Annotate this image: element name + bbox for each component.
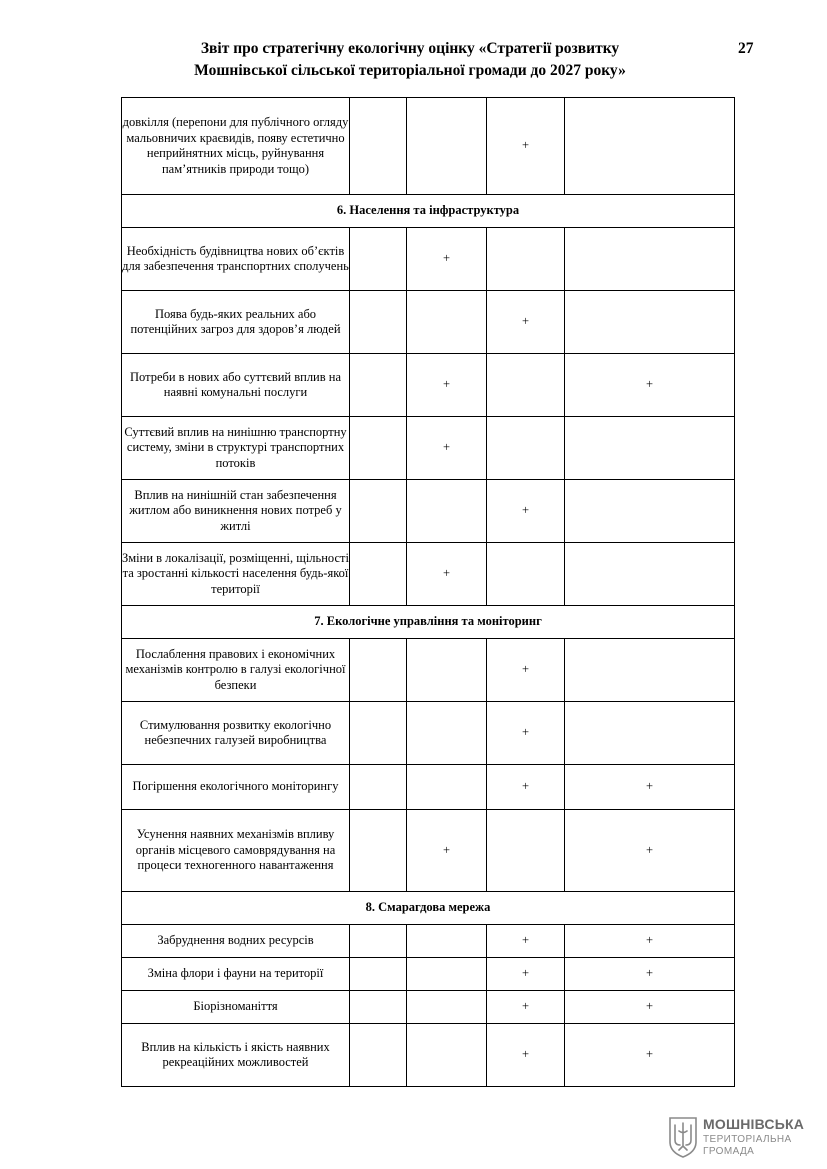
impact-description: Суттєвий вплив на нинішню транспортну систему, зміни в структурі транспортних потоків [122, 417, 350, 480]
assessment-mark-col-3 [487, 543, 565, 606]
assessment-mark-col-2: + [407, 417, 487, 480]
assessment-mark-col-2 [407, 639, 487, 702]
assessment-mark-col-2 [407, 991, 487, 1024]
assessment-mark-col-4 [565, 417, 735, 480]
section-title: 8. Смарагдова мережа [122, 892, 735, 925]
assessment-mark-col-2 [407, 480, 487, 543]
assessment-mark-col-2: + [407, 354, 487, 417]
assessment-mark-col-4: + [565, 1024, 735, 1087]
impact-description: Поява будь-яких реальних або потенційних загроз для здоров’я людей [122, 291, 350, 354]
table-row [122, 702, 735, 765]
assessment-mark-col-3: + [487, 480, 565, 543]
assessment-mark-col-4: + [565, 958, 735, 991]
logo-name: МОШНІВСЬКА [703, 1116, 805, 1132]
impact-description: Вплив на нинішній стан забезпечення житлом або виникнення нових потреб у житлі [122, 480, 350, 543]
table-row [122, 417, 735, 480]
assessment-mark-col-4: + [565, 765, 735, 810]
assessment-mark-col-1 [350, 765, 407, 810]
assessment-mark-col-3: + [487, 765, 565, 810]
assessment-mark-col-1 [350, 925, 407, 958]
assessment-mark-col-3: + [487, 702, 565, 765]
table-row [122, 291, 735, 354]
assessment-mark-col-3: + [487, 925, 565, 958]
table-row [122, 480, 735, 543]
assessment-mark-col-1 [350, 639, 407, 702]
assessment-mark-col-4: + [565, 810, 735, 892]
assessment-mark-col-1 [350, 958, 407, 991]
impact-description: Зміни в локалізації, розміщенні, щільності та зростанні кількості населення будь-якої території [122, 543, 350, 606]
logo-subtitle-1: ТЕРИТОРІАЛЬНА [703, 1134, 792, 1145]
assessment-mark-col-1 [350, 291, 407, 354]
impact-description: Зміна флори і фауни на території [122, 958, 350, 991]
assessment-mark-col-1 [350, 228, 407, 291]
page-number: 27 [738, 40, 754, 57]
impact-description: Погіршення екологічного моніторингу [122, 765, 350, 810]
table-row [122, 1024, 735, 1087]
assessment-mark-col-2 [407, 291, 487, 354]
assessment-mark-col-4 [565, 228, 735, 291]
table-row [122, 925, 735, 958]
assessment-mark-col-2 [407, 925, 487, 958]
assessment-mark-col-4: + [565, 925, 735, 958]
section-header-row [122, 195, 735, 228]
assessment-mark-col-2 [407, 958, 487, 991]
logo-subtitle-2: ГРОМАДА [703, 1146, 755, 1157]
table-row [122, 228, 735, 291]
assessment-mark-col-1 [350, 417, 407, 480]
table-row [122, 810, 735, 892]
assessment-mark-col-1 [350, 98, 407, 195]
table-body [122, 98, 735, 1087]
header-line-1: Звіт про стратегічну екологічну оцінку «Стратегії розвитку [200, 40, 620, 57]
assessment-mark-col-4: + [565, 991, 735, 1024]
document-header [150, 38, 670, 82]
assessment-mark-col-3: + [487, 639, 565, 702]
table-row [122, 958, 735, 991]
assessment-mark-col-4 [565, 291, 735, 354]
assessment-mark-col-4 [565, 98, 735, 195]
assessment-mark-col-2 [407, 98, 487, 195]
assessment-mark-col-2 [407, 1024, 487, 1087]
impact-description: Послаблення правових і економічних механізмів контролю в галузі екологічної безпеки [122, 639, 350, 702]
section-header-row [122, 892, 735, 925]
table-row [122, 354, 735, 417]
assessment-mark-col-3 [487, 810, 565, 892]
assessment-mark-col-2: + [407, 543, 487, 606]
impact-description: Вплив на кількість і якість наявних рекреаційних можливостей [122, 1024, 350, 1087]
impact-description: Усунення наявних механізмів впливу органів місцевого самоврядування на процеси техногенного навантаження [122, 810, 350, 892]
assessment-mark-col-1 [350, 480, 407, 543]
section-header-row [122, 606, 735, 639]
assessment-table [121, 97, 735, 1087]
trident-coat-of-arms-icon [668, 1116, 698, 1158]
assessment-mark-col-1 [350, 702, 407, 765]
assessment-mark-col-2: + [407, 810, 487, 892]
assessment-mark-col-3: + [487, 958, 565, 991]
impact-description: Необхідність будівництва нових об’єктів для забезпечення транспортних сполучень [122, 228, 350, 291]
impact-description: Потреби в нових або суттєвий вплив на наявні комунальні послуги [122, 354, 350, 417]
assessment-mark-col-3 [487, 354, 565, 417]
table-row [122, 991, 735, 1024]
assessment-mark-col-3: + [487, 1024, 565, 1087]
impact-description: Стимулювання розвитку екологічно небезпечних галузей виробництва [122, 702, 350, 765]
assessment-mark-col-3: + [487, 291, 565, 354]
assessment-mark-col-3 [487, 228, 565, 291]
assessment-mark-col-4 [565, 702, 735, 765]
table-row [122, 543, 735, 606]
assessment-mark-col-4 [565, 480, 735, 543]
table-row [122, 98, 735, 195]
table-row [122, 639, 735, 702]
assessment-mark-col-4 [565, 543, 735, 606]
assessment-mark-col-1 [350, 354, 407, 417]
section-title: 6. Населення та інфраструктура [122, 195, 735, 228]
assessment-mark-col-3: + [487, 991, 565, 1024]
impact-description: довкілля (перепони для публічного огляду мальовничих краєвидів, появу естетично неприйнятних місць, руйнування пам’ятників природи тощо) [122, 98, 350, 195]
assessment-mark-col-4 [565, 639, 735, 702]
assessment-mark-col-1 [350, 543, 407, 606]
impact-description: Біорізноманіття [122, 991, 350, 1024]
assessment-mark-col-2 [407, 702, 487, 765]
assessment-mark-col-1 [350, 1024, 407, 1087]
assessment-mark-col-2: + [407, 228, 487, 291]
assessment-mark-col-1 [350, 991, 407, 1024]
assessment-mark-col-2 [407, 765, 487, 810]
table-row [122, 765, 735, 810]
assessment-mark-col-3 [487, 417, 565, 480]
section-title: 7. Екологічне управління та моніторинг [122, 606, 735, 639]
assessment-mark-col-4: + [565, 354, 735, 417]
community-logo [668, 1116, 818, 1162]
impact-description: Забруднення водних ресурсів [122, 925, 350, 958]
assessment-mark-col-3: + [487, 98, 565, 195]
assessment-mark-col-1 [350, 810, 407, 892]
header-line-2: Мошнівської сільської територіальної громади до 2027 року» [194, 62, 626, 79]
